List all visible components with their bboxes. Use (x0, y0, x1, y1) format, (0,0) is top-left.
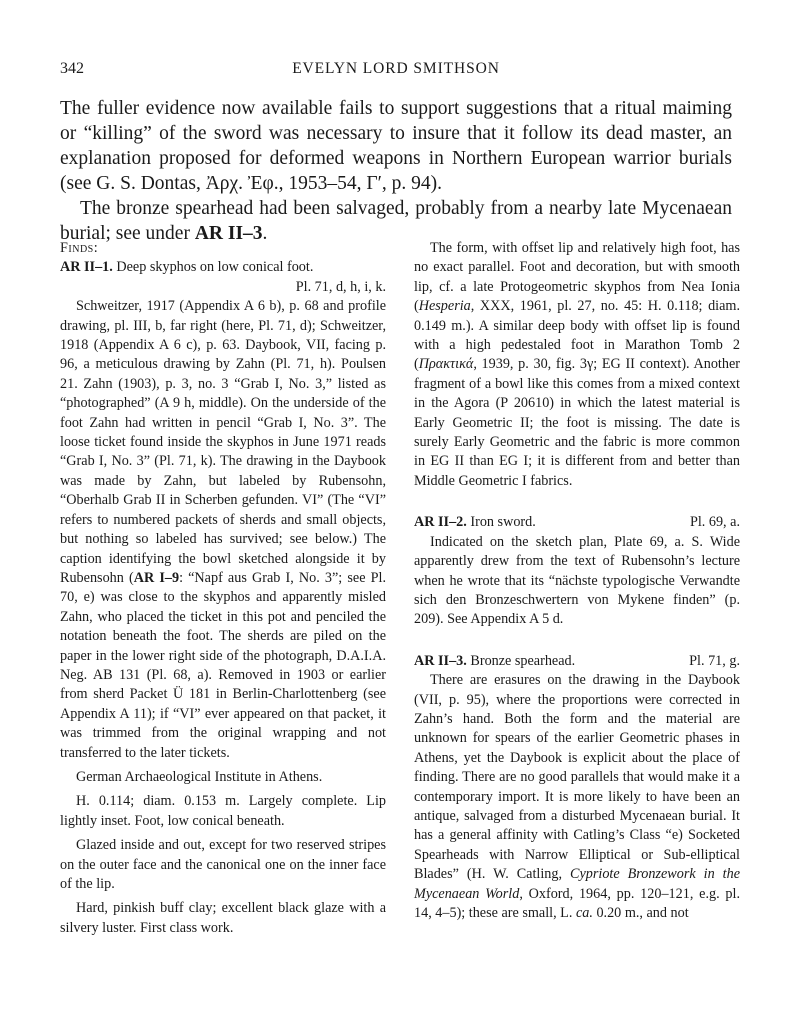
measurements-paragraph: H. 0.114; diam. 0.153 m. Largely complete. Lip lightly inset. Foot, low conical beneath. (60, 793, 386, 829)
running-head: EVELYN LORD SMITHSON (292, 60, 500, 77)
form-text-b: , XXX, 1961, pl. 27, no. 45: H. 0.118; diam. 0.149 m.). A similar deep body with offset lip is found with a high pedestaled foot in Marathon Tomb 2 ( (414, 298, 740, 373)
page-number: 342 (60, 60, 84, 77)
spear-text-c: 0.20 m., and not (592, 905, 689, 921)
entry-plates: Pl. 71, g. (689, 652, 740, 669)
entry-ar-ii-1-heading (60, 258, 386, 277)
entry-plates: Pl. 71, d, h, i, k. (295, 278, 386, 295)
form-text-a: The form, with offset lip and relatively high foot, has no exact parallel. Foot and decoration, but with smooth lip, cf. a late Protogeometric skyphos from Nea Ionia ( (414, 240, 740, 315)
entry-id: AR II–3. (414, 652, 467, 669)
form-text-c: , 1939, p. 30, fig. 3γ; EG II context). Another fragment of a bowl like this comes from a mixed context in the Agora (P 20610) in which the latest material is Early Geometric II; the foot is missing. The date is surely Early Geometric and the fabric is more common in EG II than EG I; it is different from and better than Middle Geometric I fabrics. (414, 356, 740, 489)
intro-p2-ref: AR II–3 (194, 223, 263, 244)
institute-line: German Archaeological Institute in Athens. (76, 768, 323, 785)
clay-paragraph: Hard, pinkish buff clay; excellent black glaze with a silvery luster. First class work. (60, 900, 386, 936)
entry-title: Bronze spearhead. (470, 652, 576, 669)
bib-text-b: : “Napf aus Grab I, No. 3”; see Pl. 70, e) was close to the skyphos and apparently misled Zahn, who placed the ticket in this pot and penciled the notation beneath the foot. The sherds are piled on the paper in the lower right side of the photograph, D.A.I.A. Neg. AB 131 (Pl. 68, a). Removed in 1903 or earlier from sherd Packet Ü 181 in Berlin-Charlottenberg (see Appendix A 11); if “VI” ever appeared on that packet, it was trimmed from the original wrapping and not transferred to the later tickets. (60, 569, 387, 761)
intro-paragraph-1: The fuller evidence now available fails to support suggestions that a ritual maiming or “killing” of the sword was necessary to insure that it follow its dead master, an explanation proposed for deformed weapons in Northern European warrior burials (see G. S. Dontas, Ἀρχ. Ἐφ., 1953–54, Γ′, p. 94). (60, 98, 732, 194)
entry-title: Deep skyphos on low conical foot. (116, 259, 314, 276)
spear-text-a: There are erasures on the drawing in the Daybook (VII, p. 95), where the proportions were corrected in Zahn’s hand. Both the form and the material are unknown for spears of the earlier Geometric phases in Athens, yet the Daybook is explicit about the place of finding. There are no good parallels that would make it a contemporary import. It is more likely to have been an antique, salvaged from a disturbed Mycenaean burial. It has a general affinity with Catling’s Class “e) Socketed Spearheads with Narrow Elliptical or Sub-elliptical Blades” (H. W. Catling, (414, 672, 740, 883)
left-column (60, 239, 386, 938)
form-journal-2: Πρακτικά (418, 356, 474, 373)
finds-label: Finds: (60, 240, 99, 256)
sword-paragraph: Indicated on the sketch plan, Plate 69, a. S. Wide apparently drew from the text of Rubensohn’s lecture when he wrote that its “nächste typologische Verwandte sich den Bronzeschwertern von Mykene finden” (p. 209). See Appendix A 5 d. (414, 533, 740, 628)
entry-ar-ii-2-heading (414, 513, 740, 532)
bibliography-paragraph (60, 297, 386, 763)
form-journal: Hesperia (418, 298, 471, 315)
entry-plates: Pl. 69, a. (689, 514, 740, 531)
entry-ar-ii-3-heading (414, 652, 740, 671)
page-header (60, 60, 732, 84)
intro-p2-text: The bronze spearhead had been salvaged, probably from a nearby late Mycenaean burial; see under (60, 198, 732, 244)
spear-text-b: , Oxford, 1964, pp. 120–121, e.g. pl. 14, 4–5); these are small, L. (414, 885, 740, 921)
entry-id: AR II–2. (414, 514, 467, 531)
spearhead-paragraph (414, 671, 740, 923)
entry-title: Iron sword. (470, 514, 536, 531)
spear-ca: ca. (575, 905, 593, 921)
entry-id: AR II–1. (60, 259, 113, 276)
glaze-paragraph: Glazed inside and out, except for two reserved stripes on the outer face and the canonical one on the inner face of the lip. (60, 837, 386, 892)
spear-book-title: Cypriote Bronzework in the Mycenaean World (414, 866, 740, 902)
bib-ref: AR I–9 (133, 569, 180, 586)
bib-text-a: Schweitzer, 1917 (Appendix A 6 b), p. 68 and profile drawing, pl. III, b, far right (here, Pl. 71, d); Schweitzer, 1918 (Appendix A 6 c), p. 63. Daybook, VII, facing p. 96, a meticulous drawing by Zahn (Pl. 71, h). Poulsen 21. Zahn (1903), p. 3, no. 3 “Grab I, No. 3,” listed as “photographed” (A 9 h, middle). On the underside of the foot Zahn had written in pencil “Grab I, No. 3”. The loose ticket found inside the skyphos in June 1971 reads “Grab I, No. 3” (Pl. 71, k). The drawing in the Daybook was made by Zahn, but labeled by Rubensohn, “Oberhalb Grab II in Scherben gefunden. VI” (The “VI” refers to numbered packets of sherds and small objects, but nothing so labeled has survived; see below.) The caption identifying the bowl sketched alongside it by Rubensohn ( (60, 298, 386, 586)
intro-text (60, 96, 732, 246)
form-paragraph (414, 239, 740, 491)
intro-p2-end: . (262, 223, 268, 244)
right-column (414, 239, 740, 923)
